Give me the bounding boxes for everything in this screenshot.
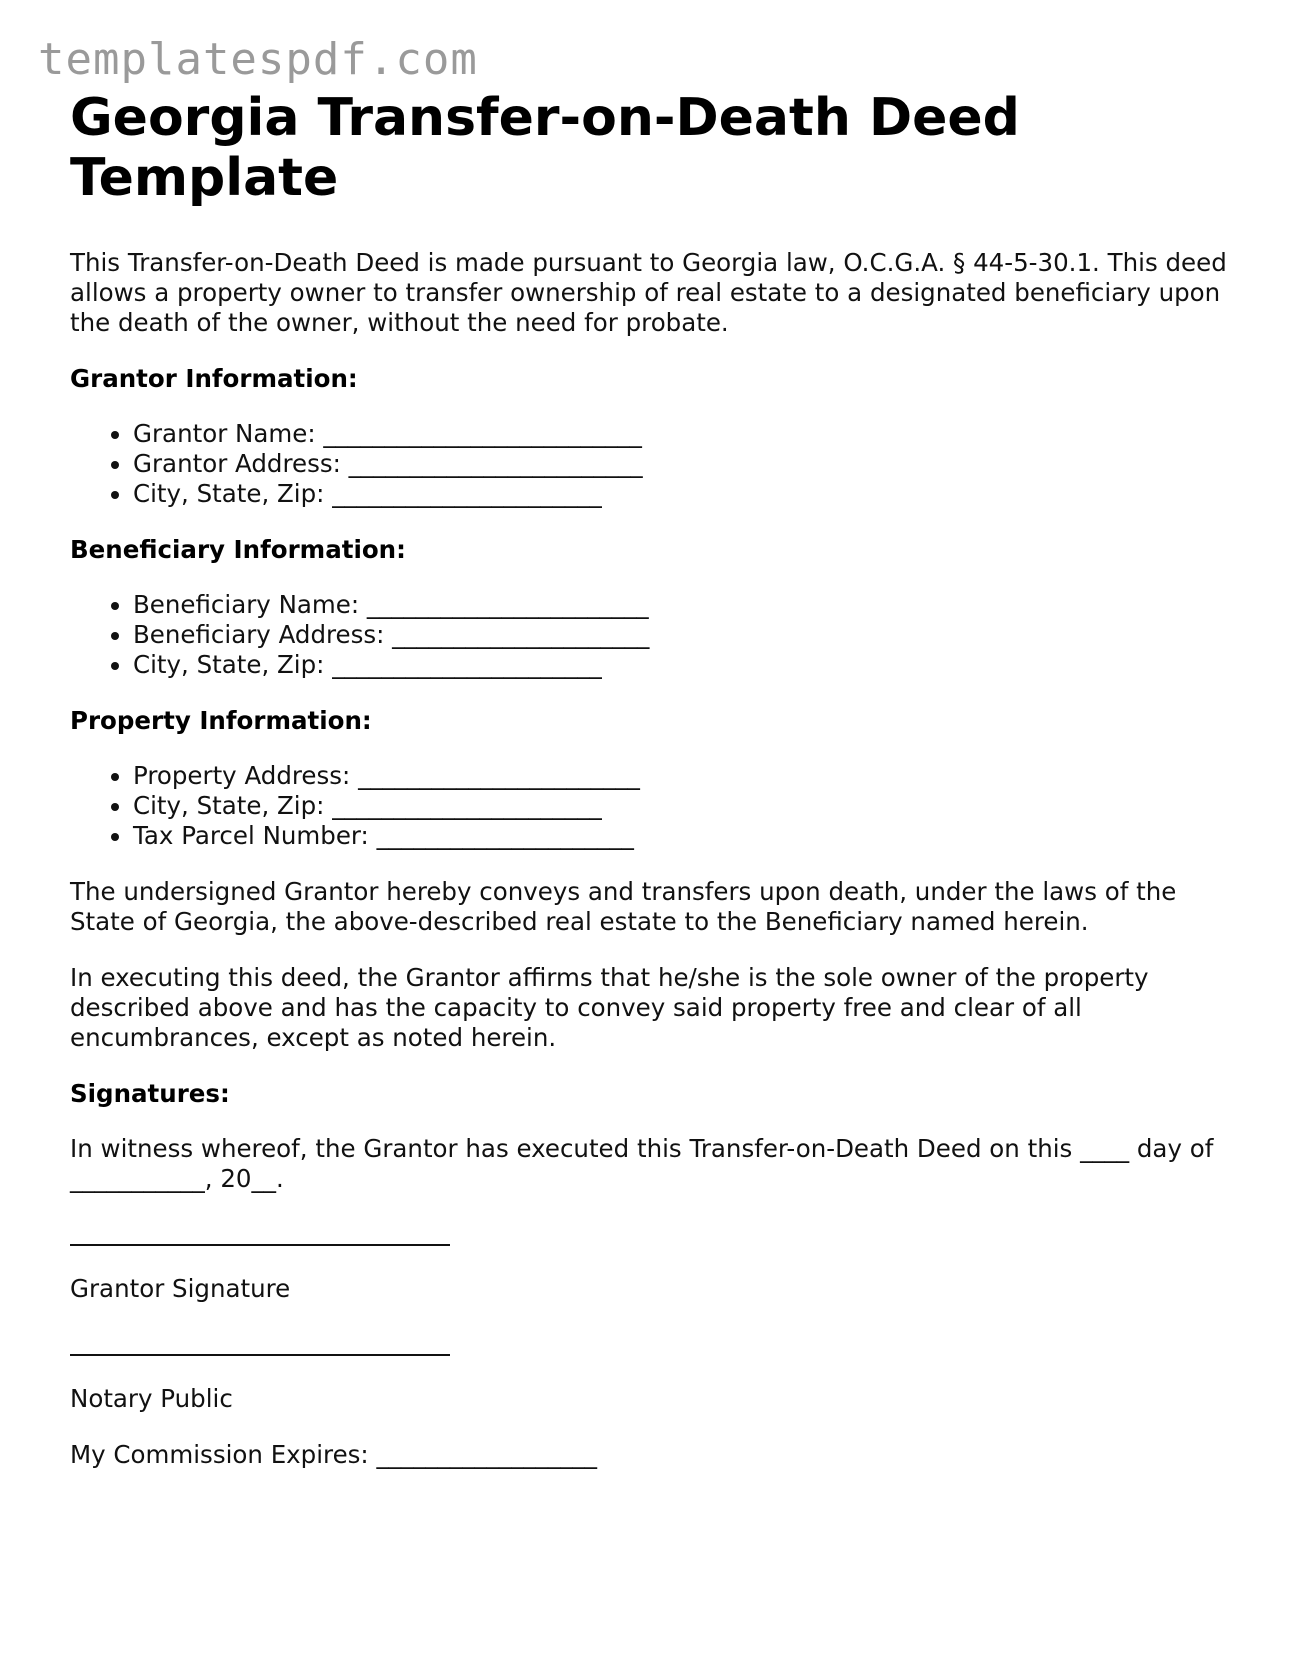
conveyance-paragraph: The undersigned Grantor hereby conveys and transfers upon death, under the laws of the State of Georgia, the above-described real estate to the Beneficiary named herein. xyxy=(70,877,1177,936)
beneficiary-city-state-zip-field: • City, State, Zip: ______________________ xyxy=(133,650,1240,680)
affirmation-paragraph: In executing this deed, the Grantor affirms that he/she is the sole owner of the property described above and has the capacity to convey said property free and clear of all encumbrances, except as noted herein. xyxy=(70,963,1149,1052)
notary-signature-line xyxy=(70,1326,450,1356)
document-title: Georgia Transfer-on-Death Deed Template xyxy=(70,88,1020,208)
commission-expires-field: My Commission Expires: __________________ xyxy=(70,1440,597,1469)
notary-public-label: Notary Public xyxy=(70,1384,233,1413)
grantor-signature-line xyxy=(70,1216,450,1246)
beneficiary-address-field: • Beneficiary Address: _____________________ xyxy=(133,620,1240,650)
grantor-signature-label: Grantor Signature xyxy=(70,1274,291,1303)
property-address-field: • Property Address: _______________________ xyxy=(133,761,1240,791)
watermark: templatespdf.com xyxy=(38,34,478,85)
beneficiary-info-list xyxy=(70,590,1240,680)
property-section-heading: Property Information: xyxy=(70,706,372,735)
grantor-name-field: • Grantor Name: __________________________ xyxy=(133,419,1240,449)
property-city-state-zip-field: • City, State, Zip: ______________________ xyxy=(133,791,1240,821)
grantor-info-list xyxy=(70,419,1240,509)
grantor-section-heading: Grantor Information: xyxy=(70,364,358,393)
property-info-list xyxy=(70,761,1240,851)
grantor-address-field: • Grantor Address: ________________________ xyxy=(133,449,1240,479)
tax-parcel-number-field: • Tax Parcel Number: _____________________ xyxy=(133,821,1240,851)
signatures-section-heading: Signatures: xyxy=(70,1079,230,1108)
intro-paragraph: This Transfer-on-Death Deed is made pursuant to Georgia law, O.C.G.A. § 44-5-30.1. This deed allows a property owner to transfer ownership of real estate to a designated beneficiary upon the death of the owner, without the need for probate. xyxy=(70,248,1227,337)
beneficiary-name-field: • Beneficiary Name: _______________________ xyxy=(133,590,1240,620)
witness-paragraph: In witness whereof, the Grantor has executed this Transfer-on-Death Deed on this ____ day of ___________, 20__. xyxy=(70,1134,1214,1193)
beneficiary-section-heading: Beneficiary Information: xyxy=(70,535,406,564)
document-page xyxy=(70,88,1240,1470)
grantor-city-state-zip-field: • City, State, Zip: ______________________ xyxy=(133,479,1240,509)
